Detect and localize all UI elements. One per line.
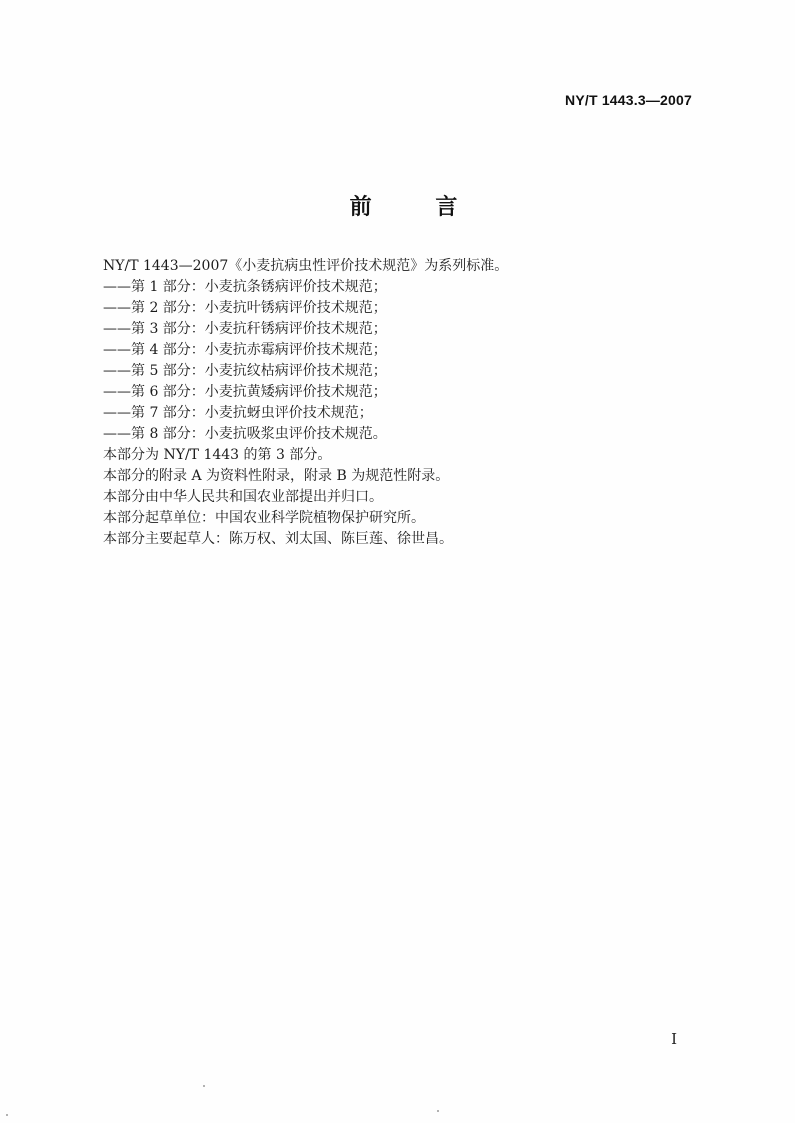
scan-speck xyxy=(6,1114,8,1116)
scan-speck xyxy=(203,1085,205,1087)
foreword-line: 本部分起草单位：中国农业科学院植物保护研究所。 xyxy=(103,510,425,526)
part-list-item: ——第 2 部分：小麦抗叶锈病评价技术规范； xyxy=(103,300,387,316)
part-list-item: ——第 8 部分：小麦抗吸浆虫评价技术规范。 xyxy=(103,426,387,442)
part-list-item: ——第 3 部分：小麦抗秆锈病评价技术规范； xyxy=(103,321,387,337)
foreword-line: 本部分由中华人民共和国农业部提出并归口。 xyxy=(103,489,383,505)
part-list-item: ——第 4 部分：小麦抗赤霉病评价技术规范； xyxy=(103,342,387,358)
page-title: 前 言 xyxy=(349,195,486,220)
foreword-line: NY/T 1443—2007《小麦抗病虫性评价技术规范》为系列标准。 xyxy=(103,258,509,274)
scan-speck xyxy=(437,1110,439,1112)
page-number: I xyxy=(671,1030,677,1048)
part-list-item: ——第 6 部分：小麦抗黄矮病评价技术规范； xyxy=(103,384,387,400)
part-list-item: ——第 5 部分：小麦抗纹枯病评价技术规范； xyxy=(103,363,387,379)
foreword-line: 本部分主要起草人：陈万权、刘太国、陈巨莲、徐世昌。 xyxy=(103,531,453,547)
foreword-line: 本部分为 NY/T 1443 的第 3 部分。 xyxy=(103,447,332,463)
foreword-body xyxy=(103,256,693,550)
part-list-item: ——第 7 部分：小麦抗蚜虫评价技术规范； xyxy=(103,405,373,421)
standard-code: NY/T 1443.3—2007 xyxy=(565,92,692,108)
foreword-line: 本部分的附录 A 为资料性附录，附录 B 为规范性附录。 xyxy=(103,468,450,484)
part-list-item: ——第 1 部分：小麦抗条锈病评价技术规范； xyxy=(103,279,387,295)
